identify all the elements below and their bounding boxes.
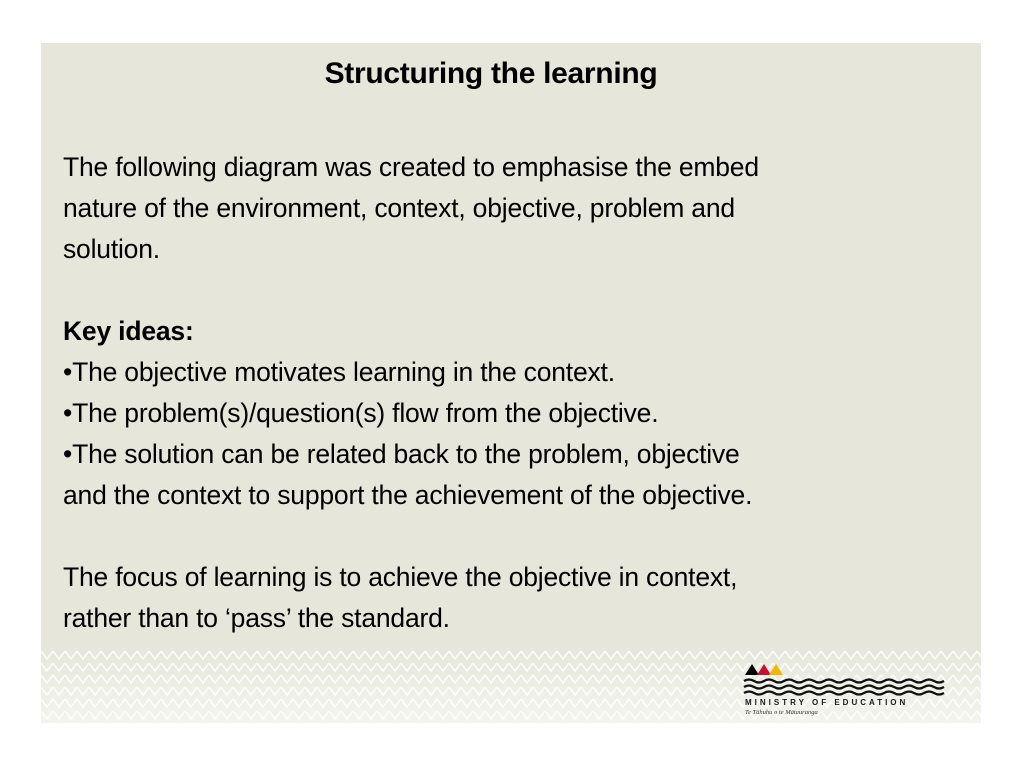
slide-body <box>63 147 953 639</box>
key-ideas-heading: Key ideas: <box>63 316 194 346</box>
spacer <box>63 516 953 557</box>
logo-graphic-icon <box>741 661 961 701</box>
logo-subtitle: Te Tāhuhu o te Mātauranga <box>745 709 818 716</box>
slide <box>41 43 981 723</box>
spacer <box>63 270 953 311</box>
focus-line: rather than to ‘pass’ the standard. <box>63 603 450 633</box>
ministry-logo <box>741 661 961 717</box>
intro-line: The following diagram was created to emphasise the embed <box>63 152 759 182</box>
intro-line: nature of the environment, context, objective, problem and <box>63 193 735 223</box>
focus-line: The focus of learning is to achieve the objective in context, <box>63 562 738 592</box>
bullet-line: •The solution can be related back to the problem, objective <box>63 439 740 469</box>
bullet-line: and the context to support the achievement of the objective. <box>63 480 753 510</box>
logo-name: MINISTRY OF EDUCATION <box>745 698 909 707</box>
bullet-line: •The objective motivates learning in the context. <box>63 357 615 387</box>
slide-title: Structuring the learning <box>324 57 658 90</box>
intro-line: solution. <box>63 234 160 264</box>
bullet-line: •The problem(s)/question(s) flow from the objective. <box>63 398 659 428</box>
